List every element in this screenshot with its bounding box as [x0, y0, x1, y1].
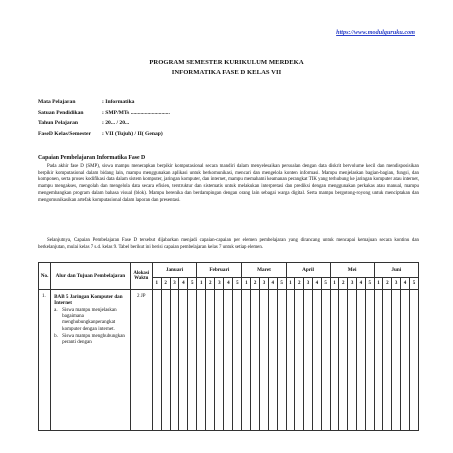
week-header: 5: [409, 278, 418, 290]
schedule-cell: [188, 290, 197, 431]
month-header: Januari: [152, 263, 196, 278]
schedule-cell: [348, 290, 357, 431]
schedule-cell: [260, 290, 269, 431]
row-number: 1.: [39, 290, 51, 431]
header-no: No.: [39, 263, 51, 290]
schedule-cell: [233, 290, 242, 431]
month-header: April: [286, 263, 330, 278]
meta-label: Tahun Pelajaran: [38, 120, 79, 127]
week-header: 2: [206, 278, 215, 290]
schedule-cell: [374, 290, 383, 431]
schedule-cell: [383, 290, 392, 431]
week-header: 1: [197, 278, 206, 290]
section-title: Capaian Pembelajaran Informatika Fase D: [38, 155, 146, 161]
schedule-cell: [152, 290, 161, 431]
table-header-months: [39, 263, 419, 278]
schedule-cell: [365, 290, 374, 431]
week-header: 5: [277, 278, 286, 290]
paragraph-lanjutan: Selanjutnya, Capaian Pembelajaran Fase D tersebut dijabarkan menjadi capaian-capaian per elemen pembelajaran yang dirancang untuk mencapai kemajuan secara kontinu dan berkelanjutan, mulai kelas 7 s.d. kelas 9. Tabel berikut ini berisi capaian pembelajaran kelas 7 untuk setiap elemen.: [38, 238, 419, 250]
meta-row-mapel: [38, 97, 170, 108]
month-header: Juni: [374, 263, 418, 278]
paragraph-capaian: Pada akhir fase D (SMP), siswa mampu menerapkan berpikir komputasional secara mandiri dalam menyelesaikan persoalan dengan data diskrit bervolume kecil dan mendisposisikan berpikir komputasional dalam bidang lain, mampu menggunakan aplikasi untuk berkomunikasi, mencari dan mengelola konten informasi. Mampu menjelaskan bagian-bagian, fungsi, dan komponen, serta proses kodifikasi data dalam sistem komputer, jaringan komputer, dan internet, mampu memahami keamanan perangkat TIK yang terhubung ke jaringan komputer atau internet, mampu mengakses, mengolah dan mengelola data secara efisien, terstruktur dan sistematis untuk melakukan interpretasi dan prediksi dengan menggunakan perkakas atau manual, mampu mengembangkan program dalam bahasa visual (blok). Mampu berenika dan berdampingan dengan orang lain sebagai warga digital. Serta mampu bergotong-royong untuk menciptakan dan mengomunikasikan artefak komputasional dalam laporan dan presentasi.: [38, 164, 419, 203]
week-header: 3: [348, 278, 357, 290]
week-header: 4: [357, 278, 366, 290]
schedule-cell: [224, 290, 233, 431]
schedule-cell: [268, 290, 277, 431]
meta-label: Satuan Pendidikan: [38, 109, 84, 116]
document-title: PROGRAM SEMESTER KURIKULUM MERDEKA: [149, 59, 304, 66]
month-header: Februari: [197, 263, 242, 278]
schedule-cell: [357, 290, 366, 431]
schedule-cell: [179, 290, 188, 431]
meta-value: : Informatika: [102, 99, 135, 106]
schedule-cell: [409, 290, 418, 431]
schedule-cell: [304, 290, 313, 431]
week-header: 1: [374, 278, 383, 290]
schedule-cell: [251, 290, 260, 431]
schedule-cell: [206, 290, 215, 431]
header-alokasi-waktu: Alokasi Waktu: [130, 263, 152, 290]
row-alur-tujuan: [51, 290, 131, 431]
schedule-cell: [312, 290, 321, 431]
week-header: 1: [242, 278, 251, 290]
tujuan-text: Siswa mampu menghubungkan peranti dengan: [62, 334, 125, 346]
meta-row-tahun: [38, 118, 170, 129]
schedule-cell: [295, 290, 304, 431]
week-header: 2: [251, 278, 260, 290]
schedule-cell: [392, 290, 401, 431]
schedule-cell: [339, 290, 348, 431]
week-header: 4: [312, 278, 321, 290]
week-header: 5: [321, 278, 330, 290]
schedule-cell: [170, 290, 179, 431]
schedule-cell: [215, 290, 224, 431]
meta-value: : VII (Tujuh) / II( Genap): [102, 130, 163, 137]
semester-plan-table: [38, 262, 419, 431]
meta-row-fase: [38, 129, 170, 140]
week-header: 3: [215, 278, 224, 290]
schedule-cell: [401, 290, 410, 431]
week-header: 5: [233, 278, 242, 290]
meta-label: FaseD Kelas/Semester: [38, 130, 91, 137]
meta-label: Mata Pelajaran: [38, 99, 76, 106]
week-header: 5: [365, 278, 374, 290]
schedule-cell: [277, 290, 286, 431]
week-header: 2: [161, 278, 170, 290]
week-header: 3: [170, 278, 179, 290]
schedule-cell: [330, 290, 339, 431]
meta-value: : 20... / 20...: [102, 120, 130, 127]
website-link[interactable]: https://www.modulguruku.com: [336, 29, 415, 36]
week-header: 4: [268, 278, 277, 290]
tujuan-item: [54, 308, 128, 333]
month-header: Maret: [242, 263, 286, 278]
meta-info: [38, 97, 170, 139]
week-header: 2: [383, 278, 392, 290]
week-header: 3: [260, 278, 269, 290]
meta-value: : SMP/MTs ............................: [102, 109, 170, 116]
month-header: Mei: [330, 263, 374, 278]
schedule-cell: [242, 290, 251, 431]
table-row: [39, 290, 419, 431]
week-header: 2: [295, 278, 304, 290]
tujuan-marker: b.: [54, 334, 58, 339]
week-header: 1: [152, 278, 161, 290]
week-header: 3: [392, 278, 401, 290]
week-header: 4: [401, 278, 410, 290]
bab-title: BAB 5 Jaringan Komputer dan Internet: [54, 294, 123, 307]
week-header: 3: [304, 278, 313, 290]
row-alokasi-waktu: 2 JP: [130, 290, 152, 431]
week-header: 5: [188, 278, 197, 290]
week-header: 2: [339, 278, 348, 290]
schedule-cell: [286, 290, 295, 431]
week-header: 1: [330, 278, 339, 290]
meta-row-satuan: [38, 108, 170, 119]
schedule-cell: [321, 290, 330, 431]
week-header: 4: [224, 278, 233, 290]
tujuan-marker: a.: [54, 307, 58, 313]
schedule-cell: [161, 290, 170, 431]
document-subtitle: INFORMATIKA FASE D KELAS VII: [171, 69, 282, 76]
week-header: 4: [179, 278, 188, 290]
tujuan-text: Siswa mampu menjelaskan bagaimana menghubungkanperangkat komputer dengan internet.: [62, 307, 117, 332]
tujuan-item: [54, 334, 128, 347]
header-alur: Alur dan Tujuan Pembelajaran: [51, 263, 131, 290]
schedule-cell: [197, 290, 206, 431]
week-header: 1: [286, 278, 295, 290]
